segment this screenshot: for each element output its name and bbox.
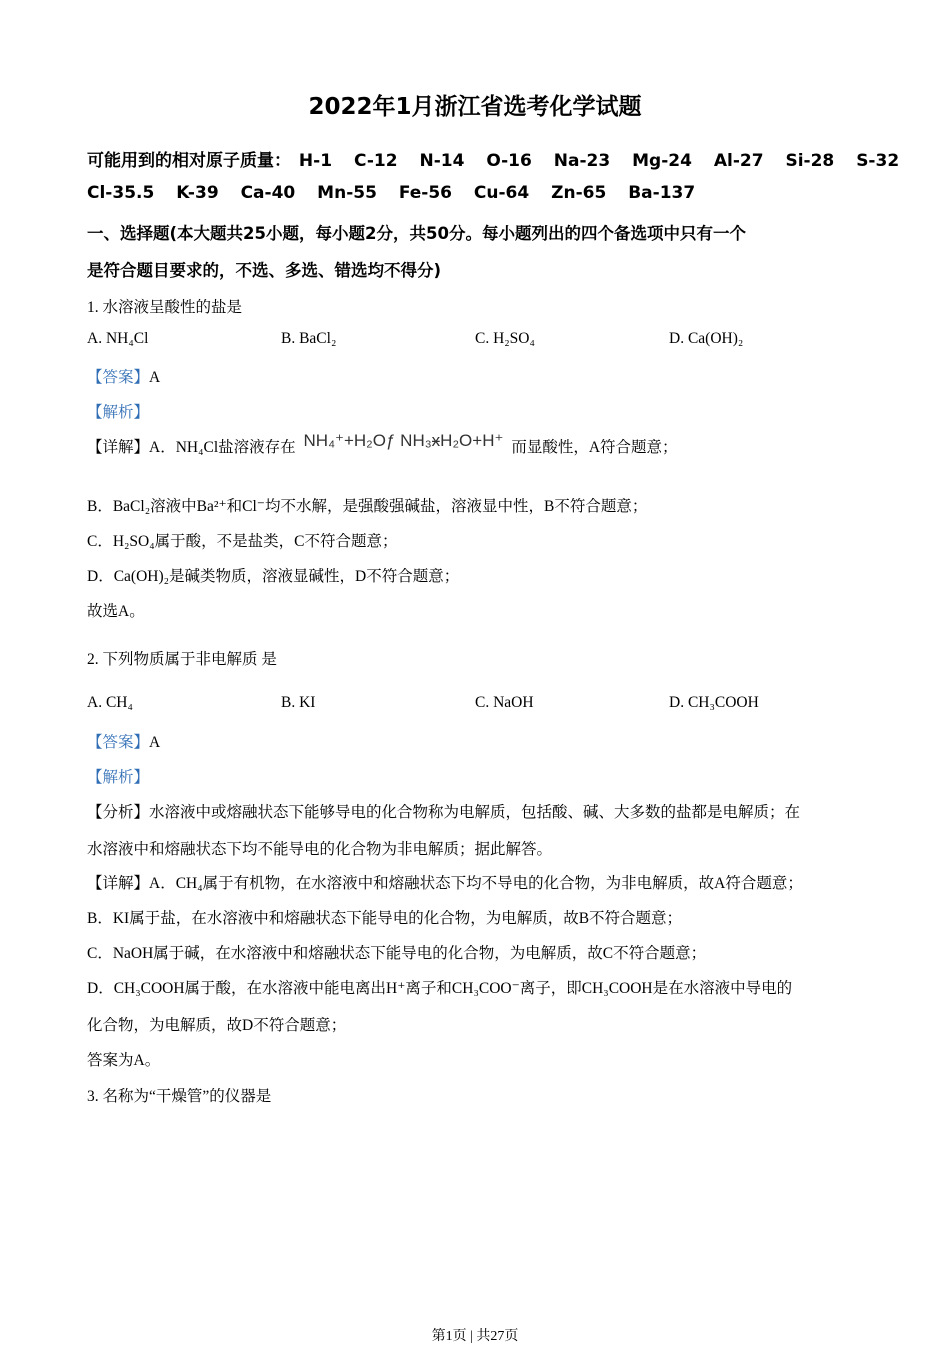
question-1-stem: 1. 水溶液呈酸性的盐是 (87, 299, 243, 316)
question-1-option-b: B. BaCl₂ (281, 330, 337, 347)
atomic-mass-item: Cl-35.5 (87, 183, 155, 203)
question-1-answer-line (87, 365, 160, 387)
section-heading-line-1: 一、选择题(本大题共25小题，每小题2分，共50分。每小题列出的四个备选项中只有一个 (87, 224, 746, 243)
atomic-mass-item: Cu-64 (473, 183, 530, 203)
detail-a-suffix: 而显酸性，A符合题意； (511, 439, 678, 456)
question-2-analysis-tag: 【解析】 (87, 769, 150, 786)
question-1-answer: A (149, 369, 161, 386)
page-footer: 第1页 | 共27页 (431, 1329, 519, 1344)
atomic-mass-item: Fe-56 (398, 183, 452, 203)
atomic-mass-item: Ca-40 (240, 183, 296, 203)
question-2-stem: 2. 下列物质属于非电解质 是 (87, 651, 277, 668)
question-1-detail-b: B．BaCl₂溶液中Ba²⁺和Cl⁻均不水解，是强酸强碱盐，溶液显中性，B不符合题意； (87, 498, 648, 515)
atomic-mass-item: Zn-65 (551, 183, 607, 203)
question-2-detail-d-2: 化合物，为电解质，故D不符合题意； (87, 1017, 347, 1034)
question-1-option-d: D. Ca(OH)₂ (669, 330, 744, 347)
question-2-answer-line (87, 730, 160, 752)
question-2-detail-b: B．KI属于盐，在水溶液中和熔融状态下能导电的化合物，为电解质，故B不符合题意； (87, 910, 683, 927)
question-2-option-a: A. CH₄ (87, 694, 133, 711)
question-2-conclusion: 答案为A。 (87, 1052, 161, 1069)
question-1-conclusion: 故选A。 (87, 603, 145, 620)
question-1-detail-c: C．H₂SO₄属于酸，不是盐类，C不符合题意； (87, 533, 398, 550)
question-2-detail-a: 【详解】A．CH₄属于有机物，在水溶液中和熔融状态下均不导电的化合物，为非电解质，故A符合题意； (87, 875, 803, 892)
atomic-mass-item: Na-23 (553, 151, 611, 171)
question-2-detail-d-1: D．CH₃COOH属于酸，在水溶液中能电离出H⁺离子和CH₃COO⁻离子，即CH₃COOH是在水溶液中导电的 (87, 980, 793, 997)
atomic-mass-item: Si-28 (785, 151, 835, 171)
answer-tag: 【答案】 (87, 369, 150, 386)
atomic-mass-item: Mg-24 (632, 151, 692, 171)
question-2-option-c: C. NaOH (475, 694, 534, 711)
atomic-mass-item: H-1 (298, 151, 333, 171)
atomic-mass-label: 可能用到的相对原子质量： (87, 151, 291, 171)
atomic-mass-item: Ba-137 (628, 183, 696, 203)
atomic-mass-item: O-16 (486, 151, 532, 171)
question-1-option-a: A. NH₄Cl (87, 330, 149, 347)
question-2-fenxi-2: 水溶液中和熔融状态下均不能导电的化合物为非电解质；据此解答。 (87, 841, 553, 858)
atomic-mass-item: N-14 (419, 151, 465, 171)
section-heading-line-2: 是符合题目要求的，不选、多选、错选均不得分) (87, 261, 442, 280)
atomic-mass-item: Al-27 (713, 151, 764, 171)
question-1-analysis-tag: 【解析】 (87, 404, 150, 421)
question-3-stem: 3. 名称为“干燥管”的仪器是 (87, 1088, 272, 1105)
question-1-option-c: C. H₂SO₄ (475, 330, 535, 347)
atomic-mass-item: S-32 (856, 151, 900, 171)
question-2-option-d: D. CH₃COOH (669, 694, 759, 711)
atomic-mass-line-1 (87, 146, 915, 171)
atomic-mass-line-2 (87, 183, 711, 203)
question-2-fenxi-1: 【分析】水溶液中或熔融状态下能够导电的化合物称为电解质，包括酸、碱、大多数的盐都是电解质；在 (87, 804, 801, 821)
hydrolysis-equation: NH₄⁺+H₂Oƒ NH₃ӿH₂O+H⁺ (303, 431, 504, 450)
answer-tag: 【答案】 (87, 734, 150, 751)
page-title: 2022年1月浙江省选考化学试题 (308, 94, 642, 120)
question-1-detail-a (87, 431, 678, 457)
atomic-mass-item: K-39 (176, 183, 219, 203)
question-1-detail-d: D．Ca(OH)₂是碱类物质，溶液显碱性，D不符合题意； (87, 568, 460, 585)
question-2-detail-c: C．NaOH属于碱，在水溶液中和熔融状态下能导电的化合物，为电解质，故C不符合题意； (87, 945, 707, 962)
question-2-option-b: B. KI (281, 694, 316, 711)
atomic-mass-item: C-12 (353, 151, 398, 171)
atomic-mass-item: Mn-55 (317, 183, 377, 203)
detail-a-prefix: 【详解】A．NH₄Cl盐溶液存在 (87, 439, 296, 456)
question-2-answer: A (149, 734, 161, 751)
